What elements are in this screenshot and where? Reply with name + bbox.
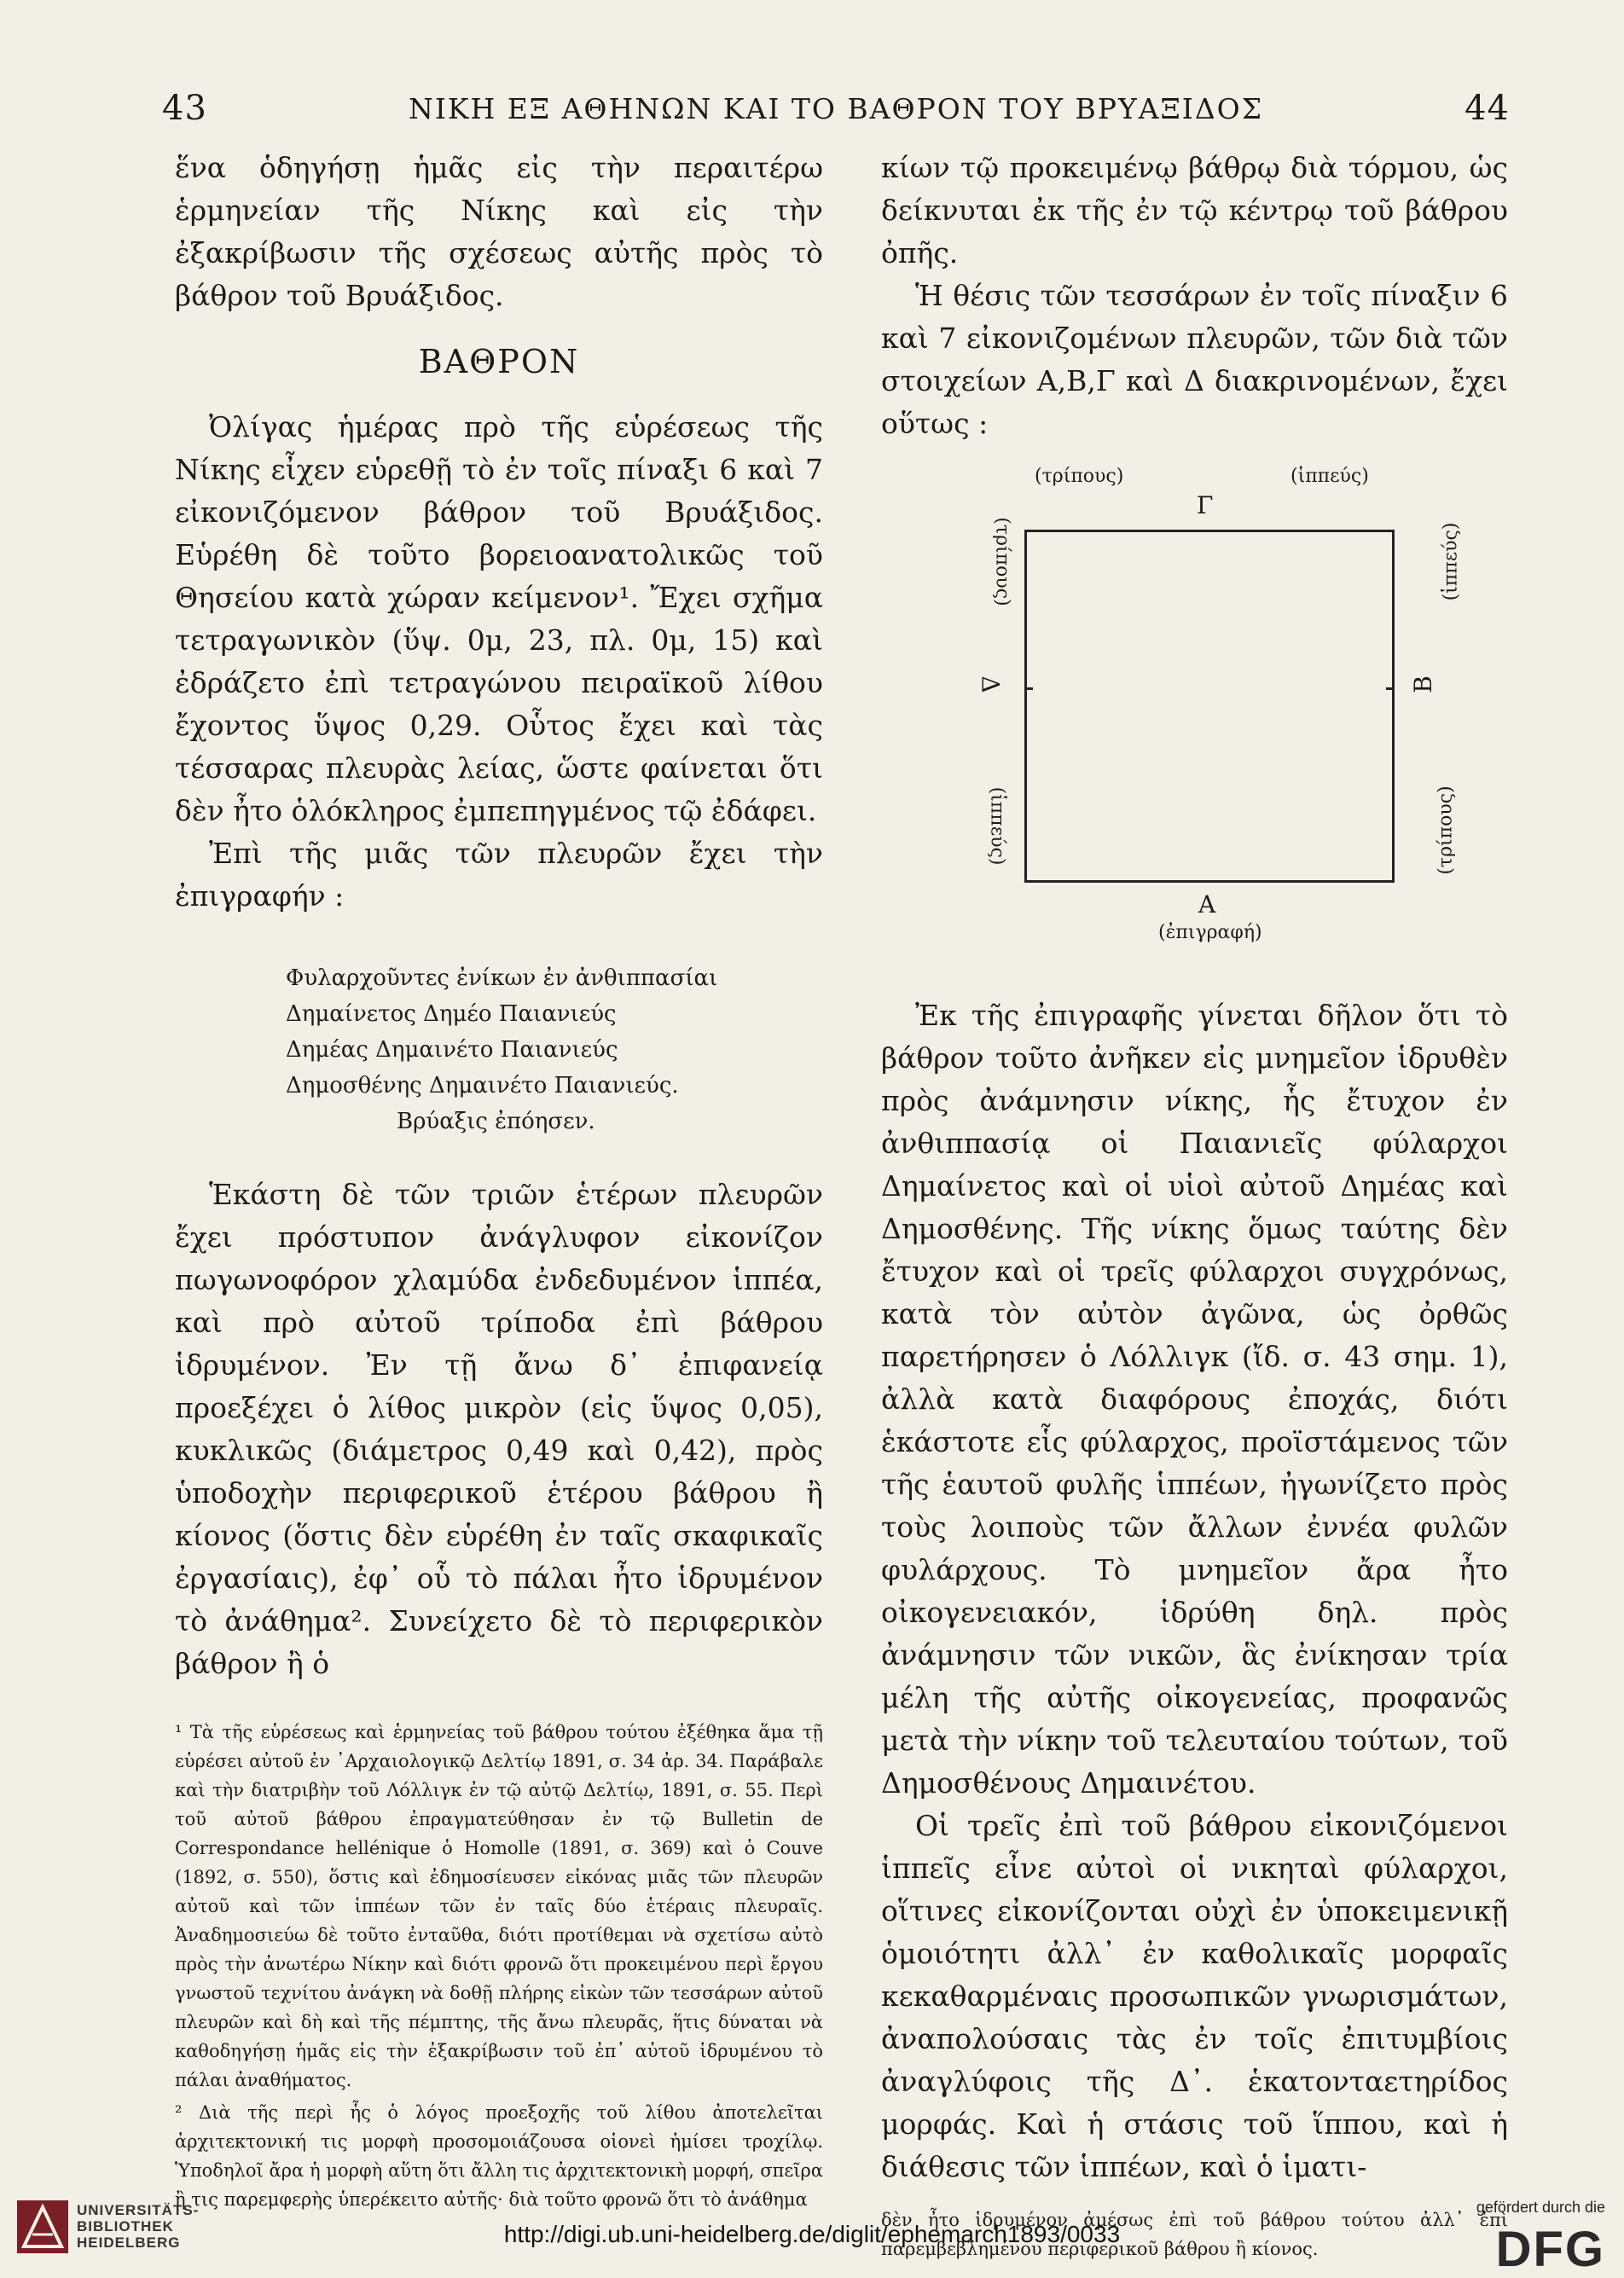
footnote-continuation: δὲν ἦτο ἱδρυμένον ἀμέσως ἐπὶ τοῦ βάθρου τούτου ἀλλ᾽ ἐπὶ παρεμβεβλημένου περιφερικοῦ βάθρου ἢ κίονος. — [881, 2210, 1508, 2259]
paragraph-reliefs: Ἑκάστη δὲ τῶν τριῶν ἑτέρων πλευρῶν ἔχει πρόστυπον ἀνάγλυφον εἰκονίζον πωγωνοφόρον χλαμύδα ἐνδεδυμένον ἱππέα, καὶ πρὸ αὐτοῦ τρίποδα ἐπὶ βάθρου ἱδρυμένον. Ἐν τῇ ἄνω δ᾽ ἐπιφανείᾳ προεξέχει ὁ λίθος μικρὸν (εἰς ὕψος 0,05), κυκλικῶς (διάμετρος 0,49 καὶ 0,42), πρὸς ὑποδοχὴν περιφερικοῦ ἑτέρου βάθρου ἢ κίονος (ὅστις δὲν εὑρέθη ἐν ταῖς σκαφικαῖς ἐργασίαις), ἐφ᾽ οὗ τὸ πάλαι ἦτο ἱδρυμένον τὸ ἀνάθημα². Συνείχετο δὲ τὸ περιφερικὸν βάθρον ἢ ὁ — [175, 1178, 823, 1680]
paragraph-monument: Ἐκ τῆς ἐπιγραφῆς γίνεται δῆλον ὅτι τὸ βάθρον τοῦτο ἀνῆκεν εἰς μνημεῖον ἱδρυθὲν πρὸς ἀνάμνησιν νίκης, ἧς ἔτυχον ἐν ἀνθιππασίᾳ οἱ Παιανιεῖς φύλαρχοι Δημαίνετος καὶ οἱ υἱοὶ αὐτοῦ Δημέας καὶ Δημοσθένης. Τῆς νίκης ὅμως ταύτης δὲν ἔτυχον καὶ οἱ τρεῖς φύλαρχοι συγχρόνως, κατὰ τὸν αὐτὸν ἀγῶνα, ὡς ὀρθῶς παρετήρησεν ὁ Λόλλιγκ (ἴδ. σ. 43 σημ. 1), ἀλλὰ κατὰ διαφόρους ἐποχάς, διότι ἑκάστοτε εἷς φύλαρχος, προϊστάμενος τῶν τῆς ἑαυτοῦ φυλῆς ἱππέων, ἠγωνίζετο πρὸς τοὺς λοιποὺς τῶν ἄλλων ἐννέα φυλῶν φυλάρχους. Τὸ μνημεῖον ἄρα ἦτο οἰκογενειακόν, ἱδρύθη δηλ. πρὸς ἀνάμνησιν τῶν νικῶν, ἃς ἐνίκησαν τρία μέλη τῆς αὐτῆς οἰκογενείας, προφανῶς μετὰ τὴν νίκην τοῦ τελευταίου τούτων, τοῦ Δημοσθένους Δημαινέτου. — [881, 999, 1508, 1800]
running-title: ΝΙΚΗ ΕΞ ΑΘΗΝΩΝ ΚΑΙ ΤΟ ΒΑΘΡΟΝ ΤΟΥ ΒΡΥΑΞΙΔΟΣ — [408, 92, 1264, 125]
inscription-line: Δημέας Δημαινέτο Παιανιεύς — [286, 1037, 618, 1063]
library-name-line: HEIDELBERG — [77, 2235, 181, 2251]
right-mid-tick — [1386, 687, 1395, 690]
label-right-bottom: (τρίπους) — [1435, 785, 1457, 875]
inscription-block — [286, 960, 823, 1139]
paragraph-sides: Ἡ θέσις τῶν τεσσάρων ἐν τοῖς πίναξιν 6 καὶ 7 εἰκονιζομένων πλευρῶν, τῶν διὰ τῶν στοιχείων Α,Β,Γ καὶ Δ διακρινομένων, ἔχει οὕτως : — [881, 279, 1508, 440]
left-column — [175, 147, 823, 2214]
inscription-line: Δημαίνετος Δημέο Παιανιεύς — [286, 1001, 617, 1027]
funding-label: gefördert durch die — [1476, 2199, 1605, 2216]
footer-bar — [0, 2183, 1624, 2277]
label-top-right: (ἱππεύς) — [1290, 466, 1369, 487]
label-right-top: (ἱππεύς) — [1440, 522, 1462, 601]
continuation-paragraph: κίων τῷ προκειμένῳ βάθρῳ διὰ τόρμου, ὡς δείκνυται ἐκ τῆς ἐν τῷ κέντρῳ τοῦ βάθρου ὀπῆς. — [881, 151, 1508, 270]
paragraph-inscription-intro: Ἐπὶ τῆς μιᾶς τῶν πλευρῶν ἔχει τὴν ἐπιγραφήν : — [175, 837, 823, 913]
dfg-logo: DFG — [1495, 2222, 1605, 2277]
letter-delta: Δ — [976, 675, 1005, 693]
letter-beta: Β — [1408, 675, 1437, 693]
base-square — [1024, 530, 1395, 883]
intro-paragraph: ἕνα ὁδηγήσῃ ἡμᾶς εἰς τὴν περαιτέρω ἑρμηνείαν τῆς Νίκης καὶ εἰς τὴν ἐξακρίβωσιν τῆς σχέσεως αὐτῆς πρὸς τὸ βάθρον τοῦ Βρυάξιδος. — [175, 151, 823, 312]
section-heading: ΒΑΘΡΟΝ — [418, 343, 580, 380]
paragraph-discovery: Ὀλίγας ἡμέρας πρὸ τῆς εὑρέσεως τῆς Νίκης εἶχεν εὑρεθῇ τὸ ἐν τοῖς πίναξι 6 καὶ 7 εἰκονιζόμενον βάθρον τοῦ Βρυάξιδος. Εὑρέθη δὲ τοῦτο βορειοανατολικῶς τοῦ Θησείου κατὰ χώραν κείμενον¹. Ἔχει σχῆμα τετραγωνικὸν (ὕψ. 0μ, 23, πλ. 0μ, 15) καὶ ἐδράζετο ἐπὶ τετραγώνου πειραϊκοῦ λίθου ἔχοντος ὕψος 0,29. Οὗτος ἔχει καὶ τὰς τέσσαρας πλευρὰς λείας, ὥστε φαίνεται ὅτι δὲν ἦτο ὁλόκληρος ἐμπεπηγμένος τῷ ἐδάφει. — [175, 410, 823, 827]
running-head — [162, 89, 1510, 126]
right-column — [881, 147, 1508, 2264]
library-name-line: BIBLIOTHEK — [77, 2218, 174, 2235]
inscription-line: Φυλαρχοῦντες ἐνίκων ἐν ἀνθιππασίαι — [286, 965, 718, 991]
library-name-line: UNIVERSITÄTS- — [77, 2202, 200, 2218]
label-top-left: (τρίπους) — [1035, 466, 1124, 487]
page-number-left: 43 — [162, 89, 207, 128]
label-left-bottom: (ἱππεύς) — [986, 786, 1008, 866]
letter-alpha: Α — [1198, 890, 1216, 919]
label-left-top: (τρίπους) — [991, 517, 1013, 606]
inscription-signature: Βρύαξις ἐπόησεν. — [397, 1109, 595, 1134]
page-number-right: 44 — [1464, 89, 1510, 128]
paragraph-riders: Οἱ τρεῖς ἐπὶ τοῦ βάθρου εἰκονιζόμενοι ἱππεῖς εἶνε αὐτοὶ οἱ νικηταὶ φύλαρχοι, οἵτινες εἰκονίζονται οὐχὶ ἐν ὑποκειμενικῇ ὁμοιότητι ἀλλ᾽ ἐν καθολικαῖς μορφαῖς κεκαθαρμέναις προσωπικῶν γνωρισμάτων, ἀναπολούσαις τὰς ἐν τοῖς ἐπιτυμβίοις ἀναγλύφοις τῆς Δ᾽. ἑκατονταετηρίδος μορφάς. Καὶ ἡ στάσις τοῦ ἵππου, καὶ ἡ διάθεσις τῶν ἱππέων, καὶ ὁ ἱματι- — [881, 1809, 1508, 2183]
footnote-2: ² Διὰ τῆς περὶ ἧς ὁ λόγος προεξοχῆς τοῦ λίθου ἀποτελεῖται ἀρχιτεκτονική τις μορφὴ προσομοιάζουσα οἱονεὶ ἡμίσει τροχίλῳ. Ὑποδηλοῖ ἄρα ἡ μορφὴ αὕτη ὅτι ἄλλη τις ἀρχιτεκτονικὴ μορφή, σπεῖρα ἢ τις παρεμφερὴς ὑπερέκειτο αὐτῆς· διὰ τοῦτο φρονῶ ὅτι τὸ ἀνάθημα — [175, 2102, 823, 2210]
footnote-1: ¹ Τὰ τῆς εὑρέσεως καὶ ἑρμηνείας τοῦ βάθρου τούτου ἐξέθηκα ἅμα τῇ εὑρέσει αὐτοῦ ἐν ᾽Αρχαιολογικῷ Δελτίῳ 1891, σ. 34 ἀρ. 34. Παράβαλε καὶ τὴν διατριβὴν τοῦ Λόλλιγκ ἐν τῷ αὐτῷ Δελτίῳ, 1891, σ. 55. Περὶ τοῦ αὐτοῦ βάθρου ἐπραγματεύθησαν ἐν τῷ Bulletin de Correspondance hellénique ὁ Homolle (1891, σ. 369) καὶ ὁ Couve (1892, σ. 550), ὅστις καὶ ἐδημοσίευσεν εἰκόνας μιᾶς τῶν πλευρῶν αὐτοῦ καὶ τῶν ἱππέων τῶν ἐν ταῖς δύο ἑτέραις πλευραῖς. Ἀναδημοσιεύω δὲ τοῦτο ἐνταῦθα, διότι προτίθεμαι νὰ σχετίσω αὐτὸ πρὸς τὴν ἀνωτέρω Νίκην καὶ διότι φρονῶ ὅτι προκειμένου περὶ ἔργου γνωστοῦ τεχνίτου ἀνάγκη νὰ δοθῇ πλήρης εἰκὼν τῶν τεσσάρων αὐτοῦ πλευρῶν καὶ δὴ καὶ τῆς πέμπτης, τῆς ἄνω πλευρᾶς, ἥτις δύναται νὰ καθοδηγήσῃ ἡμᾶς εἰς τὴν ἐξακρίβωσιν τοῦ ἐπ᾽ αὐτοῦ ἱδρυμένου τὸ πάλαι ἀναθήματος. — [175, 1722, 823, 2090]
source-url[interactable]: http://digi.ub.uni-heidelberg.de/diglit/ephemarch1893/0033 — [503, 2221, 1121, 2247]
letter-gamma: Γ — [1197, 491, 1214, 519]
inscription-line: Δημοσθένης Δημαινέτο Παιανιεύς. — [286, 1073, 679, 1098]
label-bottom: (ἐπιγραφή) — [1158, 922, 1262, 943]
footnotes-left — [175, 1718, 823, 2214]
left-mid-tick — [1024, 687, 1033, 690]
base-plan-diagram — [881, 457, 1508, 952]
